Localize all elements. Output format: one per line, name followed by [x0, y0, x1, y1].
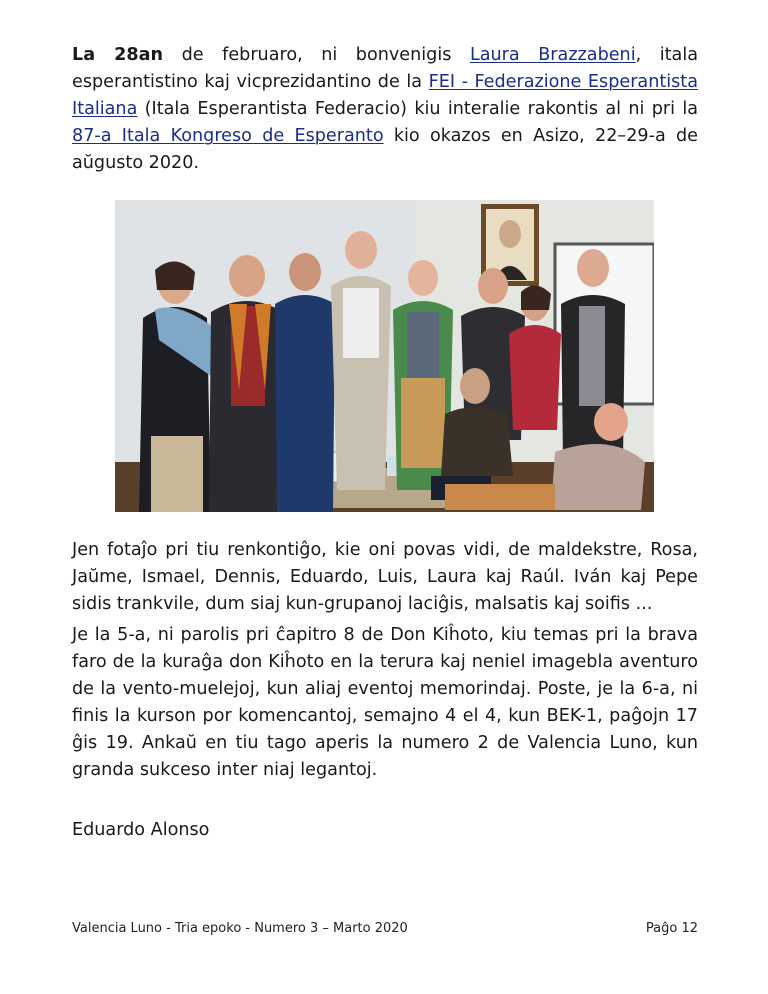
footer-publication: Valencia Luno - Tria epoko - Numero 3 – Marto 2020 — [72, 921, 408, 936]
intro-text-1: de februaro, ni bonvenigis — [163, 45, 470, 65]
chapter-paragraph: Je la 5-a, ni parolis pri ĉapitro 8 de Don Kiĥoto, kiu temas pri la brava faro de la kuraĝa don Kiĥoto en la terura kaj neniel imagebla aventuro de la vento-muelejoj, kun aliaj eventoj memorindaj. Poste, je la 6-a, ni finis la kurson por komencantoj, semajno 4 el 4, kun BEK-1, paĝojn 17 ĝis 19. Ankaŭ en tiu tago aperis la numero 2 de Valencia Luno, kun granda sukceso inter niaj legantoj. — [72, 625, 698, 780]
group-photo — [115, 200, 654, 512]
intro-date: La 28an — [72, 45, 164, 65]
link-congress[interactable]: 87-a Itala Kongreso de Esperanto — [72, 126, 384, 146]
article-body — [72, 42, 698, 840]
intro-text-4: kio okazos en Asizo, 22–29-a de aŭgusto 2020. — [72, 126, 698, 173]
photo-caption-paragraph: Jen fotaĵo pri tiu renkontiĝo, kie oni povas vidi, de maldekstre, Rosa, Jaŭme, Ismael, Dennis, Eduardo, Luis, Laura kaj Raúl. Iván kaj Pepe sidis trankvile, dum siaj kun-grupanoj laciĝis, malsatis kaj soifis ... — [72, 540, 698, 614]
group-photo-illustration — [115, 200, 654, 512]
intro-paragraph — [72, 42, 698, 177]
intro-text-3: (Itala Esperantista Federacio) kiu interalie rakontis al ni pri la — [137, 99, 698, 119]
footer-page-number: Paĝo 12 — [645, 921, 698, 936]
page-footer — [72, 921, 698, 936]
link-laura-brazzabeni[interactable]: Laura Brazzabeni — [469, 45, 636, 65]
author-signature: Eduardo Alonso — [72, 820, 210, 840]
link-fei[interactable]: FEI - Federazione Esperantista Italiana — [72, 72, 698, 119]
intro-text-2: , itala esperantistino kaj vicprezidantino de la — [72, 45, 698, 92]
